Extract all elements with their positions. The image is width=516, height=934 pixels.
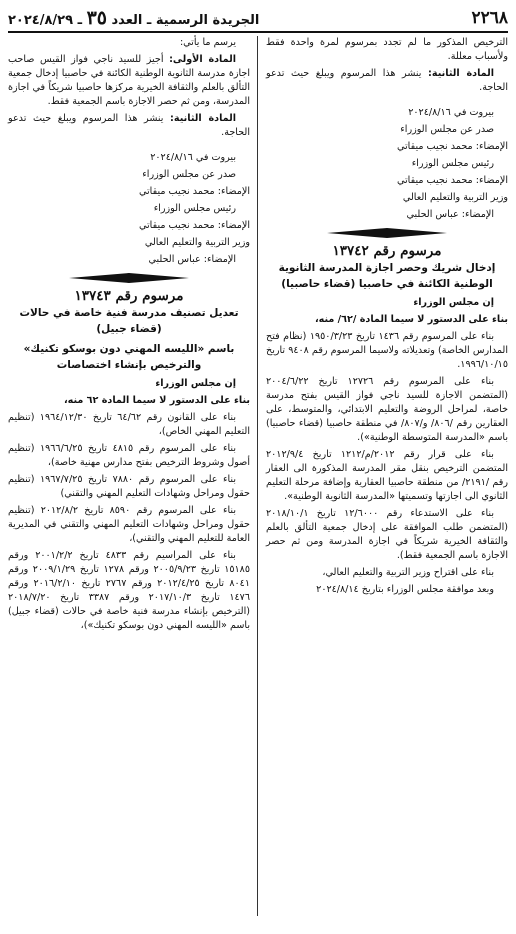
decree-title: مرسوم رقم ١٣٧٤٣ (74, 288, 184, 304)
decree-subject: إدخال شريك وحصر اجازة المدرسة الثانوية الوطنية الكائنة في حاصبيا (قضاء حاصبيا) (278, 262, 496, 290)
decree-subject: تعديل تصنيف مدرسة فنية خاصة في حالات (قضاء جبيل) (19, 307, 239, 335)
issue-date: ـ ٢٠٢٤/٨/٢٩ (8, 13, 83, 28)
signature-line: الإمضاء: محمد نجيب ميقاتي (397, 175, 508, 186)
article-text: ينشر هذا المرسوم ويبلغ حيث تدعو الحاجة. (8, 113, 250, 138)
issue-number: ٣٥ (86, 7, 107, 29)
article-label: المادة الأولى: (169, 54, 236, 65)
recital: بناء على المراسيم رقم ٤٨٣٣ تاريخ ٢٠٠١/٢/٢ ورقم ١٥١٨٥ تاريخ ٢٠٠٥/٩/٢٣ ورقم ١٢٧٨ تاريخ ٢٠٠٩/١/٢٩ ورقم ٨٠٤١ تاريخ ٢٠١٢/٤/٢٥ ورقم ٢٧٦٧ تاريخ ٢٠١٦/٢/١٠ ورقم ١٤٧٦ تاريخ ٢٠١٧/١٠/٣ ورقم ٣٣٨٧ تاريخ ٢٠١٨/٧/٢٠ (الترخيص بإنشاء مدرسة فنية خاصة في حالات (قضاء جبيل) باسم «الليسه المهني دون بوسكو تكنيك»)، (8, 550, 250, 631)
signature-line: صدر عن مجلس الوزراء (400, 124, 494, 135)
recital: بناء على قرار رقم ٢٠١٢/م/١٢١٢ تاريخ ٢٠١٢/٩/٤ المتضمن الترخيص بنقل مقر المدرسة المذكورة الى العقار رقم /٢١٩١/ من منطقة حاصبيا العقارية وإضافة مرحلة التعليم الثانوي الى اجازتها وتسميتها «المدرسة الثانوية الوطنية». (266, 449, 509, 502)
column-divider (257, 36, 258, 916)
left-column (8, 36, 250, 636)
article-2 (266, 67, 508, 95)
signature-line: وزير التربية والتعليم العالي (402, 192, 508, 203)
issuer: إن مجلس الوزراء (413, 297, 494, 308)
signature-line: رئيس مجلس الوزراء (153, 203, 236, 214)
header-rule (8, 31, 508, 33)
article-text: ينشر هذا المرسوم ويبلغ حيث تدعو الحاجة. (266, 68, 508, 93)
recital: بناء على المرسوم رقم ١٢٧٢٦ تاريخ ٢٠٠٤/٦/٢٢ (المتضمن الاجازة للسيد ناجي فواز القيس بفتح مدرسة خاصة، لمراحل الروضة والتعليم الابتدائي، والمتوسط، على العقارين رقم /٨٠٦/ و/٨٠٧/ في منطقة حاصبيا (قضاء حاصبيا) باسم «المدرسة المتوسطة الوطنية»). (266, 376, 508, 443)
recital: بناء على الاستدعاء رقم ١٢/٦٠٠٠ تاريخ ٢٠١٨/١٠/١ (المتضمن طلب الموافقة على إدخال جمعية التألق بالعلم والثقافة الخيرية شريكاً في اجازة المدرسة ومن ثم حصر الاجازة باسم الجمعية فقط). (266, 508, 508, 561)
recital: بناء على المرسوم رقم ٨٥٩٠ تاريخ ٢٠١٢/٨/٢ (تنظيم حقول ومراحل وشهادات التعليم المهني والتقني في المديرية العامة للتعليم المهني والتقني)، (8, 505, 250, 544)
recital: وبعد موافقة مجلس الوزراء بتاريخ ٢٠٢٤/٨/١٤ (316, 584, 494, 595)
signature-line: وزير التربية والتعليم العالي (144, 237, 250, 248)
page-header (8, 6, 508, 30)
recital: بناء على المرسوم رقم ٧٨٨٠ تاريخ ١٩٦٧/٧/٢٥ (تنظيم حقول ومراحل وشهادات التعليم المهني والتقني) (8, 474, 250, 499)
recital: بناء على اقتراح وزير التربية والتعليم العالي، (322, 567, 494, 578)
page-number: ٢٢٦٨ (471, 8, 508, 28)
article-label: المادة الثانية: (170, 113, 236, 124)
gazette-name: الجريدة الرسمية ـ العدد (111, 13, 260, 28)
signature-line: الإمضاء: محمد نجيب ميقاتي (397, 141, 508, 152)
signature-line: رئيس مجلس الوزراء (411, 158, 494, 169)
paragraph: الترخيص المذكور ما لم تجدد بمرسوم لمرة واحدة فقط ولأسباب معللة. (266, 37, 508, 62)
decree-subject: باسم «الليسه المهني دون بوسكو تكنيك» والترخيص بإنشاء اختصاصات (23, 343, 235, 371)
gazette-issue-info (8, 7, 259, 29)
constitutional-basis: بناء على الدستور لا سيما المادة /٦٢/ منه، (315, 314, 508, 325)
article-2 (8, 112, 250, 140)
signature-line: الإمضاء: محمد نجيب ميقاتي (139, 220, 250, 231)
place-date: بيروت في ٢٠٢٤/٨/١٦ (150, 152, 236, 163)
issuer: إن مجلس الوزراء (155, 378, 236, 389)
constitutional-basis: بناء على الدستور لا سيما المادة ٦٢ منه، (64, 395, 250, 406)
right-column (266, 36, 508, 600)
ornament-divider (327, 228, 447, 238)
decrees-line: يرسم ما يأتي: (179, 37, 236, 48)
recital: بناء على المرسوم رقم ١٤٣٦ تاريخ ١٩٥٠/٣/٢٣ (نظام فتح المدارس الخاصة) وتعديلاته ولاسيما المرسوم رقم ٩٤٠٨ تاريخ ١٩٩٦/١٠/١٥. (266, 331, 509, 370)
signature-line: الإمضاء: محمد نجيب ميقاتي (139, 186, 250, 197)
place-date: بيروت في ٢٠٢٤/٨/١٦ (408, 107, 494, 118)
signature-line: الإمضاء: عباس الحلبي (406, 209, 494, 220)
decree-title: مرسوم رقم ١٣٧٤٢ (332, 243, 442, 259)
article-1 (8, 53, 250, 109)
ornament-divider (69, 273, 189, 283)
recital: بناء على القانون رقم ٦٤/٦٢ تاريخ ١٩٦٤/١٢/٣٠ (تنظيم التعليم المهني الخاص)، (8, 412, 250, 437)
article-text: أجيز للسيد ناجي فواز القيس صاحب اجازة مدرسة الثانوية الوطنية الكائنة في حاصبيا إدخال جمعية التألق بالعلم والثقافة الخيرية مركزها حاصبيا شريكاً في اجازة المدرسة، ومن ثم حصر الاجازة باسم الجمعية فقط. (8, 54, 250, 107)
recital: بناء على المرسوم رقم ٤٨١٥ تاريخ ١٩٦٦/٦/٢٥ (تنظيم أصول وشروط الترخيص بفتح مدارس مهنية خاصة)، (8, 443, 250, 468)
signature-line: صدر عن مجلس الوزراء (142, 169, 236, 180)
signature-line: الإمضاء: عباس الحلبي (148, 254, 236, 265)
article-label: المادة الثانية: (428, 68, 494, 79)
